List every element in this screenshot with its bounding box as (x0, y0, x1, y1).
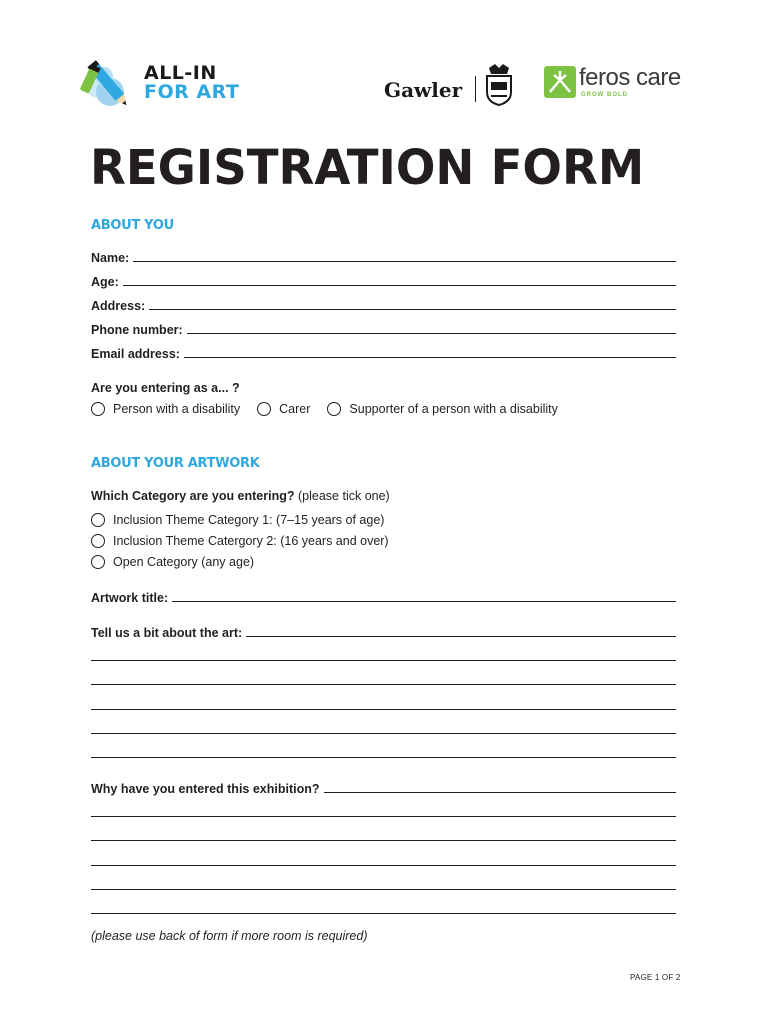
radio-button[interactable] (91, 555, 105, 569)
option-label: Supporter of a person with a disability (349, 402, 558, 416)
email-label: Email address: (91, 347, 180, 361)
why-entered-input-line[interactable] (324, 792, 676, 793)
why-entered-line[interactable] (91, 851, 676, 869)
why-entered-line[interactable] (91, 826, 676, 844)
writing-line[interactable] (91, 889, 676, 890)
option-label: Open Category (any age) (113, 555, 255, 569)
category-question (91, 489, 390, 503)
name-label: Name: (91, 251, 130, 265)
pencil-icon (76, 52, 142, 118)
phone-field[interactable] (91, 319, 676, 337)
category-question-text: Which Category are you entering? (91, 489, 295, 503)
age-label: Age: (91, 275, 119, 289)
entering-as-question: Are you entering as a... ? (91, 381, 240, 395)
why-entered-line[interactable] (91, 875, 676, 893)
feros-mark-icon (544, 66, 576, 98)
address-field[interactable] (91, 295, 676, 313)
entering-as-options (91, 402, 575, 416)
option-label: Inclusion Theme Catergory 2: (16 years and over) (113, 534, 389, 548)
logo-divider (475, 76, 476, 102)
back-of-form-note: (please use back of form if more room is required) (91, 929, 368, 943)
phone-label: Phone number: (91, 323, 183, 337)
name-field[interactable] (91, 247, 676, 265)
header (0, 0, 770, 130)
email-field[interactable] (91, 343, 676, 361)
category-hint: (please tick one) (298, 489, 390, 503)
about-you-heading: ABOUT YOU (91, 218, 174, 233)
writing-line[interactable] (91, 757, 676, 758)
writing-line[interactable] (91, 660, 676, 661)
option-label: Person with a disability (113, 402, 241, 416)
why-entered-line[interactable] (91, 899, 676, 917)
why-entered-line[interactable] (91, 802, 676, 820)
phone-input-line[interactable] (187, 333, 676, 334)
option-open-category[interactable] (91, 555, 254, 569)
writing-line[interactable] (91, 733, 676, 734)
artwork-title-label: Artwork title: (91, 591, 169, 605)
tell-us-label: Tell us a bit about the art: (91, 626, 243, 640)
radio-button[interactable] (91, 402, 105, 416)
logo-line-1: ALL-IN (144, 62, 217, 84)
gawler-wordmark: Gawler (384, 78, 463, 102)
logo-line-2: FOR ART (144, 81, 240, 103)
why-entered-field[interactable] (91, 778, 676, 796)
writing-line[interactable] (91, 913, 676, 914)
tell-us-line[interactable] (91, 646, 676, 664)
age-field[interactable] (91, 271, 676, 289)
writing-line[interactable] (91, 840, 676, 841)
option-carer[interactable] (257, 402, 310, 416)
writing-line[interactable] (91, 865, 676, 866)
tell-us-line[interactable] (91, 670, 676, 688)
radio-button[interactable] (327, 402, 341, 416)
feros-wordmark: feros care (579, 64, 681, 91)
all-in-for-art-logo (76, 52, 246, 122)
artwork-title-input-line[interactable] (172, 601, 676, 602)
option-label: Inclusion Theme Category 1: (7–15 years of age) (113, 513, 385, 527)
tell-us-field[interactable] (91, 622, 676, 640)
option-label: Carer (279, 402, 311, 416)
page-number: PAGE 1 OF 2 (630, 973, 681, 982)
address-input-line[interactable] (149, 309, 676, 310)
radio-button[interactable] (91, 513, 105, 527)
option-category-1[interactable] (91, 513, 384, 527)
option-category-2[interactable] (91, 534, 389, 548)
writing-line[interactable] (91, 684, 676, 685)
feros-tagline: GROW BOLD (581, 92, 628, 98)
tell-us-line[interactable] (91, 719, 676, 737)
gawler-logo (384, 62, 524, 106)
artwork-title-field[interactable] (91, 587, 676, 605)
tell-us-line[interactable] (91, 695, 676, 713)
option-person-with-disability[interactable] (91, 402, 240, 416)
name-input-line[interactable] (133, 261, 676, 262)
page-title: REGISTRATION FORM (90, 140, 645, 196)
tell-us-line[interactable] (91, 743, 676, 761)
writing-line[interactable] (91, 816, 676, 817)
address-label: Address: (91, 299, 146, 313)
tell-us-input-line[interactable] (246, 636, 676, 637)
radio-button[interactable] (257, 402, 271, 416)
why-entered-label: Why have you entered this exhibition? (91, 782, 320, 796)
feros-care-logo (544, 66, 684, 106)
about-artwork-heading: ABOUT YOUR ARTWORK (91, 456, 260, 471)
crest-icon (481, 62, 517, 106)
writing-line[interactable] (91, 709, 676, 710)
option-supporter[interactable] (327, 402, 557, 416)
age-input-line[interactable] (123, 285, 676, 286)
radio-button[interactable] (91, 534, 105, 548)
email-input-line[interactable] (184, 357, 676, 358)
